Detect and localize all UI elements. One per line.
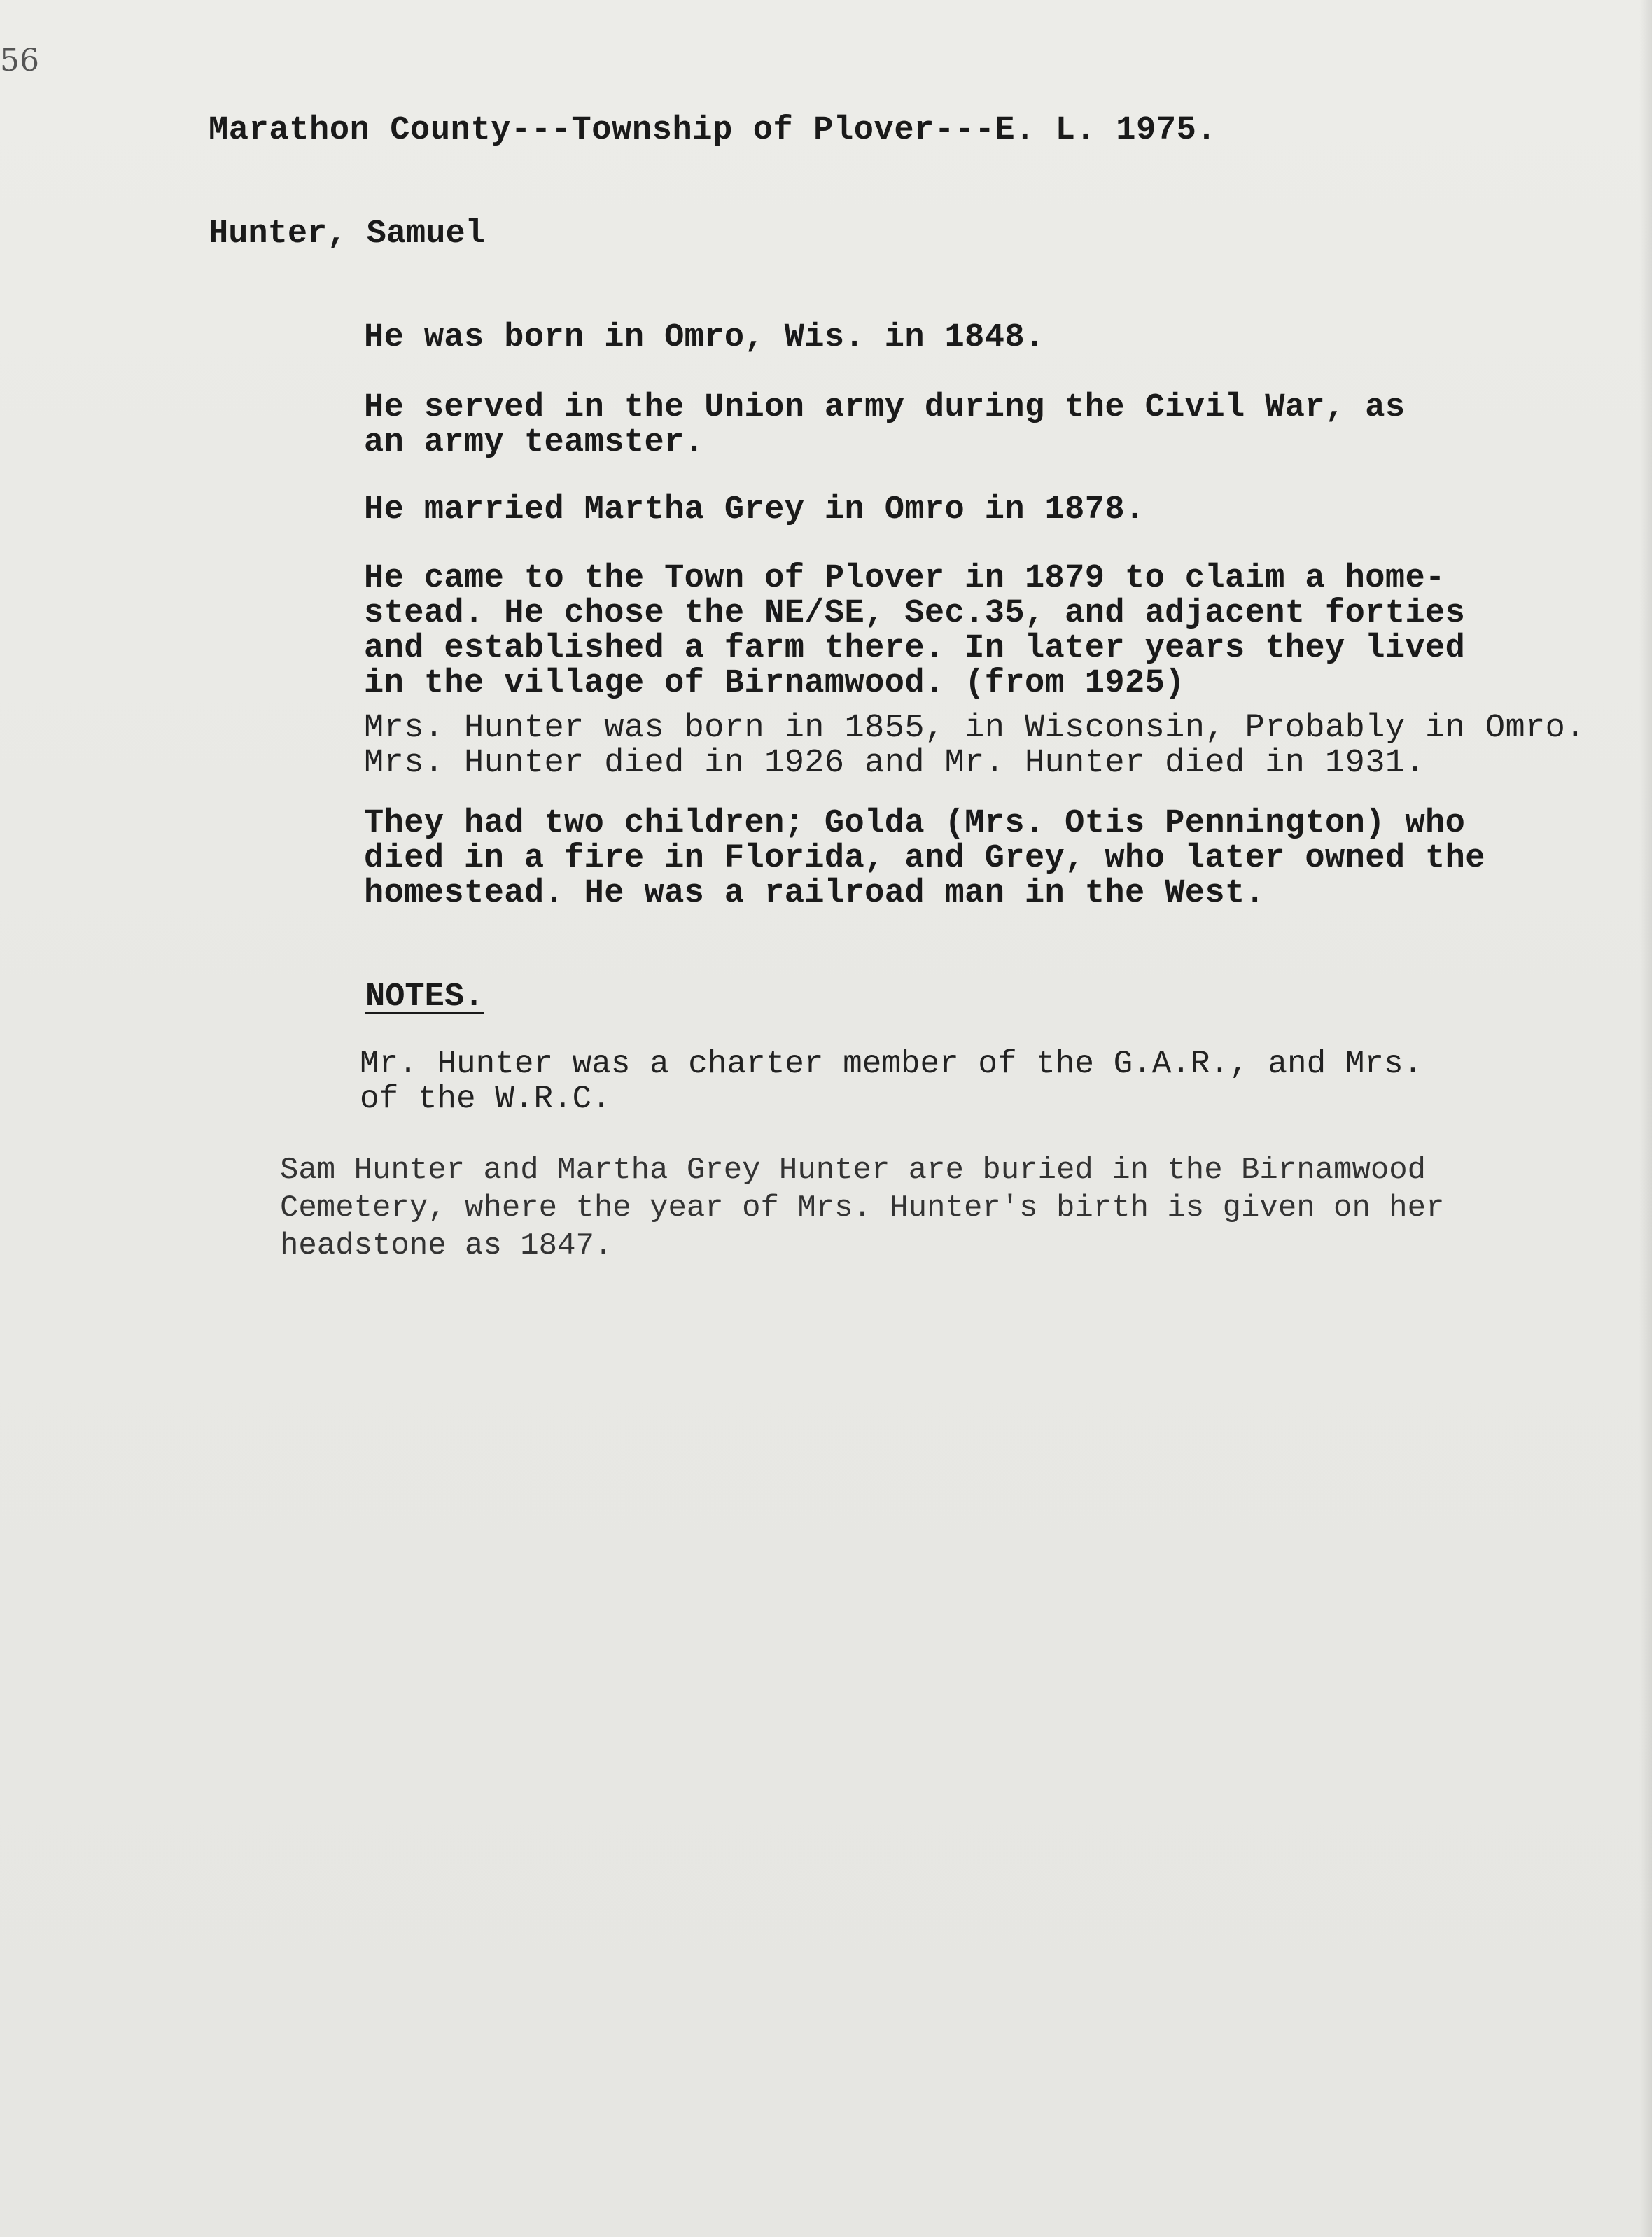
document-header: Marathon County---Township of Plover---E. L. 1975. bbox=[209, 112, 1217, 149]
notes-text: Mr. Hunter was a charter member of the G.A.R., and Mrs. of the W.R.C. bbox=[360, 1046, 1423, 1117]
notes-heading: NOTES. bbox=[365, 979, 484, 1016]
paragraph-homestead: He came to the Town of Plover in 1879 to claim a home- stead. He chose the NE/SE, Sec.35, and adjacent forties and established a farm there. In later years they lived in the village of Birnamwood. (from 1925) bbox=[364, 560, 1466, 702]
burial-note: Sam Hunter and Martha Grey Hunter are buried in the Birnamwood Cemetery, where the year of Mrs. Hunter's birth is given on her headstone as 1847. bbox=[280, 1153, 1445, 1263]
paragraph-deaths: Mrs. Hunter was born in 1855, in Wisconsin, Probably in Omro. Mrs. Hunter died in 1926 and Mr. Hunter died in 1931. bbox=[364, 710, 1586, 782]
page-edge-shadow bbox=[1639, 0, 1652, 2237]
paragraph-birth: He was born in Omro, Wis. in 1848. bbox=[364, 319, 1045, 356]
page-number: 56 bbox=[0, 43, 39, 78]
paragraph-service: He served in the Union army during the Civil War, as an army teamster. bbox=[364, 389, 1406, 461]
paragraph-marriage: He married Martha Grey in Omro in 1878. bbox=[364, 491, 1145, 528]
paragraph-children: They had two children; Golda (Mrs. Otis Pennington) who died in a fire in Florida, and Grey, who later owned the homestead. He was a railroad man in the West. bbox=[364, 805, 1485, 912]
subject-name: Hunter, Samuel bbox=[209, 216, 485, 253]
